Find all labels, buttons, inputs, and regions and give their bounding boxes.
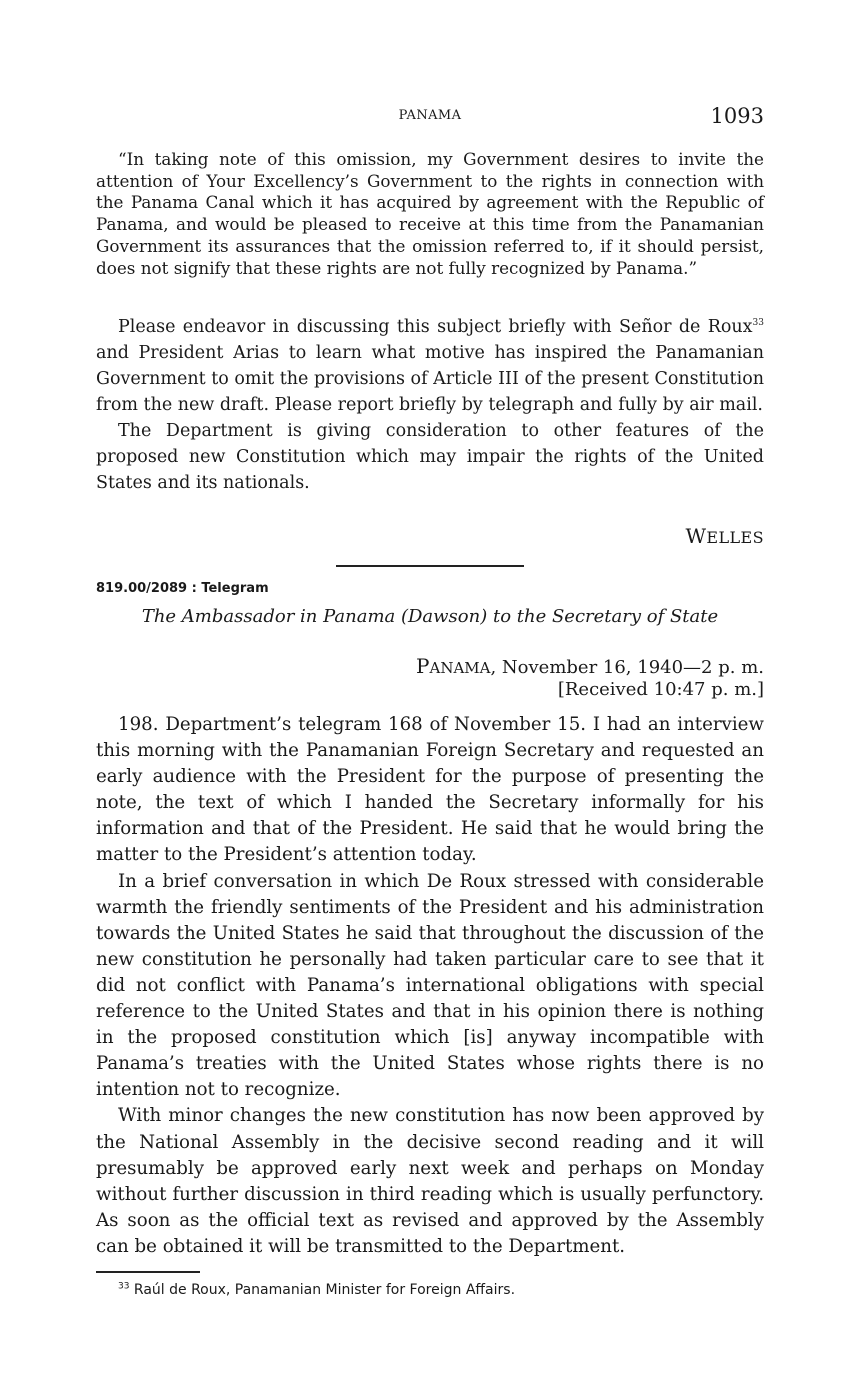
instruction-block <box>96 314 764 496</box>
quote-paragraph: “In taking note of this omission, my Government desires to invite the attention of Your Excellency’s Government to the rights in connection with the Panama Canal which it has acquired by agreement with the Republic of Panama, and would be pleased to receive at this time from the Panamanian Government its assurances that the omission referred to, if it should persist, does not signify that these rights are not fully recognized by Panama.” <box>96 149 764 278</box>
dateline <box>416 654 764 681</box>
telegram-paragraph-2: In a brief conversation in which De Roux stressed with considerable warmth the friendly sentiments of the President and his administration towards the United States he said that throughout the discussion of the new constitution he personally had taken particular care to see that it did not conflict with Panama’s international obligations with special reference to the United States and that in his opinion there is nothing in the proposed constitution which [is] anyway incompatible with Panama’s treaties with the United States whose rights there is no intention not to recognize. <box>96 870 764 1101</box>
running-title: PANAMA <box>398 108 462 123</box>
document-heading: The Ambassador in Panama (Dawson) to the Secretary of State <box>141 606 719 627</box>
footnote-divider <box>96 1271 200 1273</box>
signature-rest: ELLES <box>706 528 764 547</box>
dateline-date: , November 16, 1940—2 p. m. <box>490 657 764 678</box>
dateline-place-rest: ANAMA <box>429 659 491 677</box>
department-paragraph: The Department is giving consideration to other features of the proposed new Constitution which may impair the rights of the United States and its nationals. <box>96 421 764 493</box>
signature-initial: W <box>685 524 707 548</box>
footnote-ref[interactable]: 33 <box>752 318 764 329</box>
telegram-paragraph-1: 198. Department’s telegram 168 of November 15. I had an interview this morning with the Panamanian Foreign Secretary and requested an early audience with the President for the purpose of presenting the note, the text of which I handed the Secretary informally for his information and that of the President. He said that he would bring the matter to the President’s attention today. <box>96 714 764 866</box>
instruction-paragraph <box>96 314 764 418</box>
signature <box>685 524 764 548</box>
instruction-text-2: and President Arias to learn what motive has inspired the Panamanian Government to omit the provisions of Article III of the present Constitution from the new draft. Please report briefly by telegraph and fully by air mail. <box>96 343 764 415</box>
running-head <box>96 104 764 132</box>
dateline-place-initial: P <box>416 654 430 678</box>
footnote-text: Raúl de Roux, Panamanian Minister for Foreign Affairs. <box>129 1282 516 1298</box>
telegram-body <box>96 712 764 1260</box>
footnote-marker: 33 <box>118 1281 130 1292</box>
page-number: 1093 <box>710 104 764 128</box>
file-number: 819.00/2089 : Telegram <box>96 581 269 596</box>
received-time: [Received 10:47 p. m.] <box>557 679 764 700</box>
instruction-text-1: Please endeavor in discussing this subject briefly with Señor de Roux <box>118 317 753 337</box>
section-divider <box>336 565 524 567</box>
quote-block <box>96 149 764 279</box>
footnote <box>118 1282 515 1298</box>
telegram-paragraph-3: With minor changes the new constitution has now been approved by the National Assembly in the decisive second reading and it will presumably be approved early next week and perhaps on Monday without further discussion in third reading which is usually perfunctory. As soon as the official text as revised and approved by the Assembly can be obtained it will be transmitted to the Department. <box>96 1105 764 1257</box>
